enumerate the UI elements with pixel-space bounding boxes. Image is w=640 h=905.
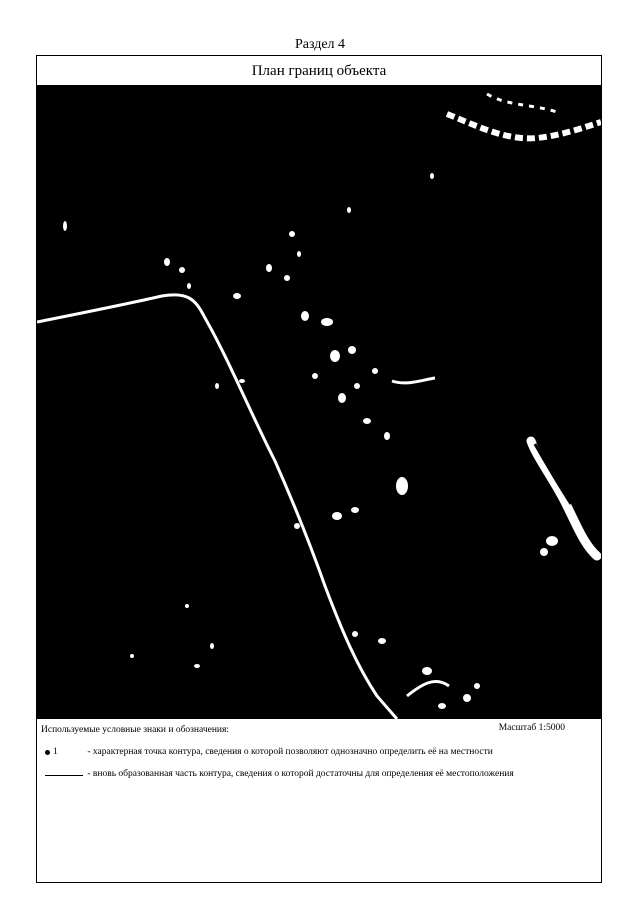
section-title: Раздел 4 xyxy=(294,37,346,52)
plan-frame xyxy=(36,55,602,883)
river-bank xyxy=(447,114,601,138)
buildings xyxy=(63,173,558,709)
legend-item-line-text: - вновь образованная часть контура, сведения о которой достаточны для определения её местоположения xyxy=(87,769,514,779)
boundary-map xyxy=(37,86,601,719)
map-scale: Масштаб 1:5000 xyxy=(498,723,565,733)
point-symbol-label: 1 xyxy=(53,747,58,757)
legend-item-point xyxy=(45,747,587,758)
line-symbol-icon xyxy=(45,769,85,780)
road-main xyxy=(37,295,397,719)
pond-outline xyxy=(531,441,597,556)
legend-item-point-text: - характерная точка контура, сведения о которой позволяют однозначно определить её на местности xyxy=(87,747,493,757)
point-symbol xyxy=(45,747,85,758)
point-dot-icon xyxy=(45,750,50,755)
legend-heading: Используемые условные знаки и обозначения: xyxy=(41,725,230,735)
legend-item-line xyxy=(45,769,587,780)
plan-title: План границ объекта xyxy=(37,56,601,86)
map-drawing xyxy=(37,86,601,719)
